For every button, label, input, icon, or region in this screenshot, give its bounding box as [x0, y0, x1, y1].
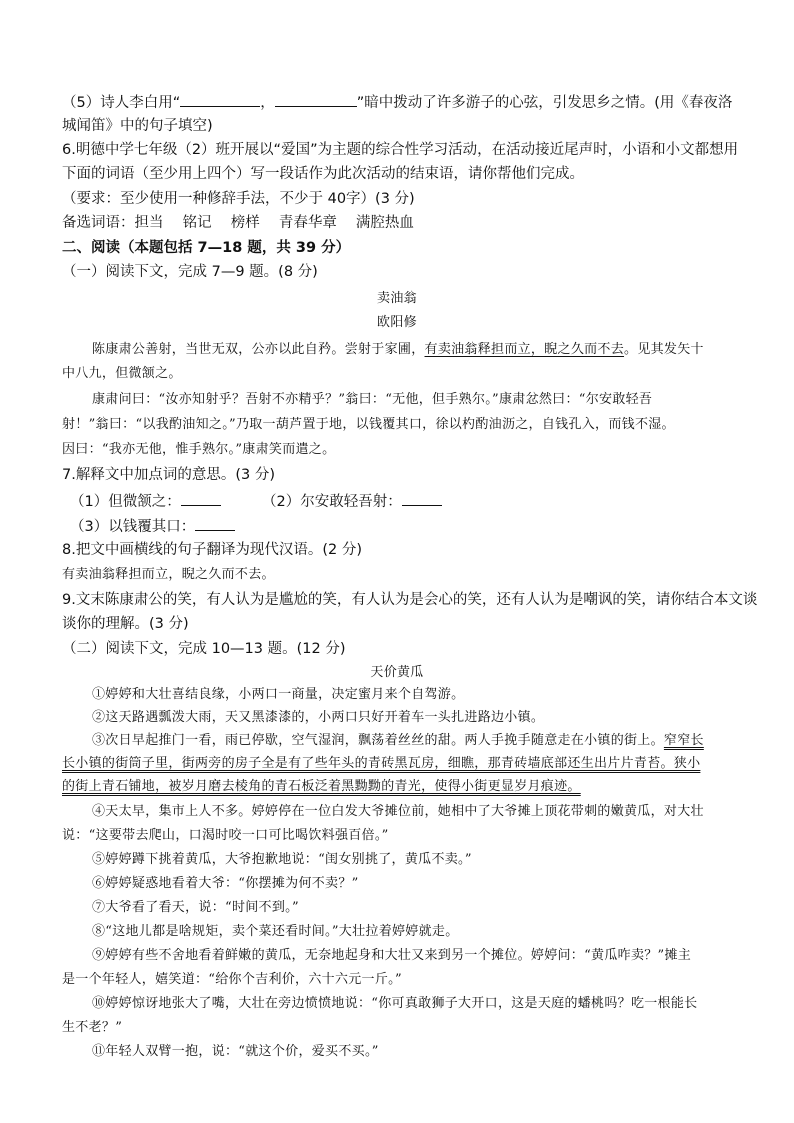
- q6-requirement: （要求：至少使用一种修辞手法，不少于 40字）(3 分): [62, 191, 415, 207]
- text1-para2-line2: 射！”翁曰：“以我酌油知之。”乃取一葫芦置于地，以钱覆其口，徐以杓酌油沥之，自钱孔入，而钱不湿。: [62, 417, 675, 432]
- text1-para1-line1: 陈康肃公善射，当世无双，公亦以此自矜。尝射于家圃，有卖油翁释担而立，睨之久而不去。见其发矢十: [92, 342, 704, 357]
- text2-para10-line1: ⑩婷婷惊讶地张大了嘴，大壮在旁边愤愤地说：“你可真敢狮子大开口，这是天庭的蟠桃吗？吃一根能长: [92, 996, 698, 1011]
- text1-title: 卖油翁: [377, 291, 417, 306]
- part2-intro: （二）阅读下文，完成 10—13 题。(12 分): [62, 641, 346, 657]
- text2-para9-line2: 是一个年轻人，嬉笑道：“给你个吉利价，六十六元一斤。”: [62, 972, 402, 987]
- text2-para3-line3: 的街上青石铺地，被岁月磨去棱角的青石板泛着黑黝黝的青光，使得小街更显岁月痕迹。: [62, 779, 581, 794]
- text1-para2-line1: 康肃问曰：“汝亦知射乎？吾射不亦精乎？”翁曰：“无他，但手熟尔。”康肃忿然曰：“尔安敢轻吾: [92, 392, 653, 407]
- q6-line1: 6.明德中学七年级（2）班开展以“爱国”为主题的综合性学习活动，在活动接近尾声时，小语和小文都想用: [62, 142, 739, 158]
- q7-stem: 7.解释文中加点词的意思。(3 分): [62, 467, 275, 483]
- q5-line1: （5）诗人李白用“ ， ”暗中拨动了许多游子的心弦，引发思乡之情。(用《春夜洛: [62, 92, 732, 113]
- text2-title: 天价黄瓜: [370, 665, 424, 680]
- q8-stem: 8.把文中画横线的句子翻译为现代汉语。(2 分): [62, 542, 362, 558]
- q9-line1: 9.文末陈康肃公的笑，有人认为是尴尬的笑，有人认为是会心的笑，还有人认为是嘲讽的笑，请你结合本文谈: [62, 592, 758, 608]
- text2-para4-line1: ④天太早，集市上人不多。婷婷停在一位白发大爷摊位前，她相中了大爷摊上顶花带刺的嫩黄瓜，对大壮: [92, 804, 704, 819]
- text2-para7: ⑦大爷看了看天，说：“时间不到。”: [92, 900, 299, 915]
- answer-blank[interactable]: [180, 92, 260, 107]
- text1-para2-line3: 因曰：“我亦无他，惟手熟尔。”康肃笑而遣之。: [62, 442, 336, 457]
- q6-line2: 下面的词语（至少用上四个）写一段话作为此次活动的结束语，请你帮他们完成。: [62, 166, 584, 182]
- answer-blank[interactable]: [402, 491, 442, 506]
- q7-item3: （3）以钱覆其口：: [70, 516, 235, 537]
- q6-words: 备选词语：担当 铭记 榜样 青春华章 满腔热血: [62, 215, 414, 231]
- text1-para1-line2: 中八九，但微颔之。: [62, 366, 182, 381]
- q7-item2: （2）尔安敢轻吾射：: [262, 491, 442, 512]
- q9-line2: 谈你的理解。(3 分): [62, 616, 189, 632]
- q8-sentence: 有卖油翁释担而立，睨之久而不去。: [62, 567, 275, 582]
- text1-author: 欧阳修: [377, 315, 417, 330]
- text2-para6: ⑥婷婷疑惑地看着大爷：“你摆摊为何不卖？”: [92, 876, 359, 891]
- text2-para3-line2: 长小镇的街筒子里，街两旁的房子全是有了些年头的青砖黑瓦房，细瞧，那青砖墙底部还生出片片青苔。狭小: [62, 756, 701, 771]
- q5-line2: 城闻笛》中的句子填空): [62, 118, 213, 134]
- text2-para3-line1: ③次日早起推门一看，雨已停歇，空气湿润，飘荡着丝丝的甜。两人手挽手随意走在小镇的街上。窄窄长: [92, 733, 704, 748]
- text2-para8: ⑧“这地儿都是啥规矩，卖个菜还看时间。”大壮拉着婷婷就走。: [92, 924, 459, 939]
- text2-para10-line2: 生不老？”: [62, 1020, 123, 1035]
- section-title: 二、阅读（本题包括 7—18 题，共 39 分）: [62, 240, 351, 256]
- underlined-sentence: 有卖油翁释担而立，睨之久而不去: [424, 342, 625, 357]
- q7-item1: （1）但微颔之：: [70, 491, 221, 512]
- answer-blank[interactable]: [195, 516, 235, 531]
- text2-para9-line1: ⑨婷婷有些不舍地看着鲜嫩的黄瓜，无奈地起身和大壮又来到另一个摊位。婷婷问：“黄瓜咋卖？”摊主: [92, 948, 692, 963]
- text2-para5: ⑤婷婷蹲下挑着黄瓜，大爷抱歉地说：“闺女别挑了，黄瓜不卖。”: [92, 852, 472, 867]
- answer-blank[interactable]: [275, 92, 357, 107]
- answer-blank[interactable]: [181, 491, 221, 506]
- text2-para11: ⑪年轻人双臂一抱，说：“就这个价，爱买不买。”: [92, 1044, 379, 1059]
- underlined-passage: 窄窄长: [663, 733, 704, 748]
- text2-para1: ①婷婷和大壮喜结良缘，小两口一商量，决定蜜月来个自驾游。: [92, 687, 465, 702]
- text2-para4-line2: 说：“这要带去爬山，口渴时咬一口可比喝饮料强百倍。”: [62, 828, 389, 843]
- part1-intro: （一）阅读下文，完成 7—9 题。(8 分): [62, 264, 318, 280]
- text2-para2: ②这天路遇瓢泼大雨，天又黑漆漆的，小两口只好开着车一头扎进路边小镇。: [92, 710, 545, 725]
